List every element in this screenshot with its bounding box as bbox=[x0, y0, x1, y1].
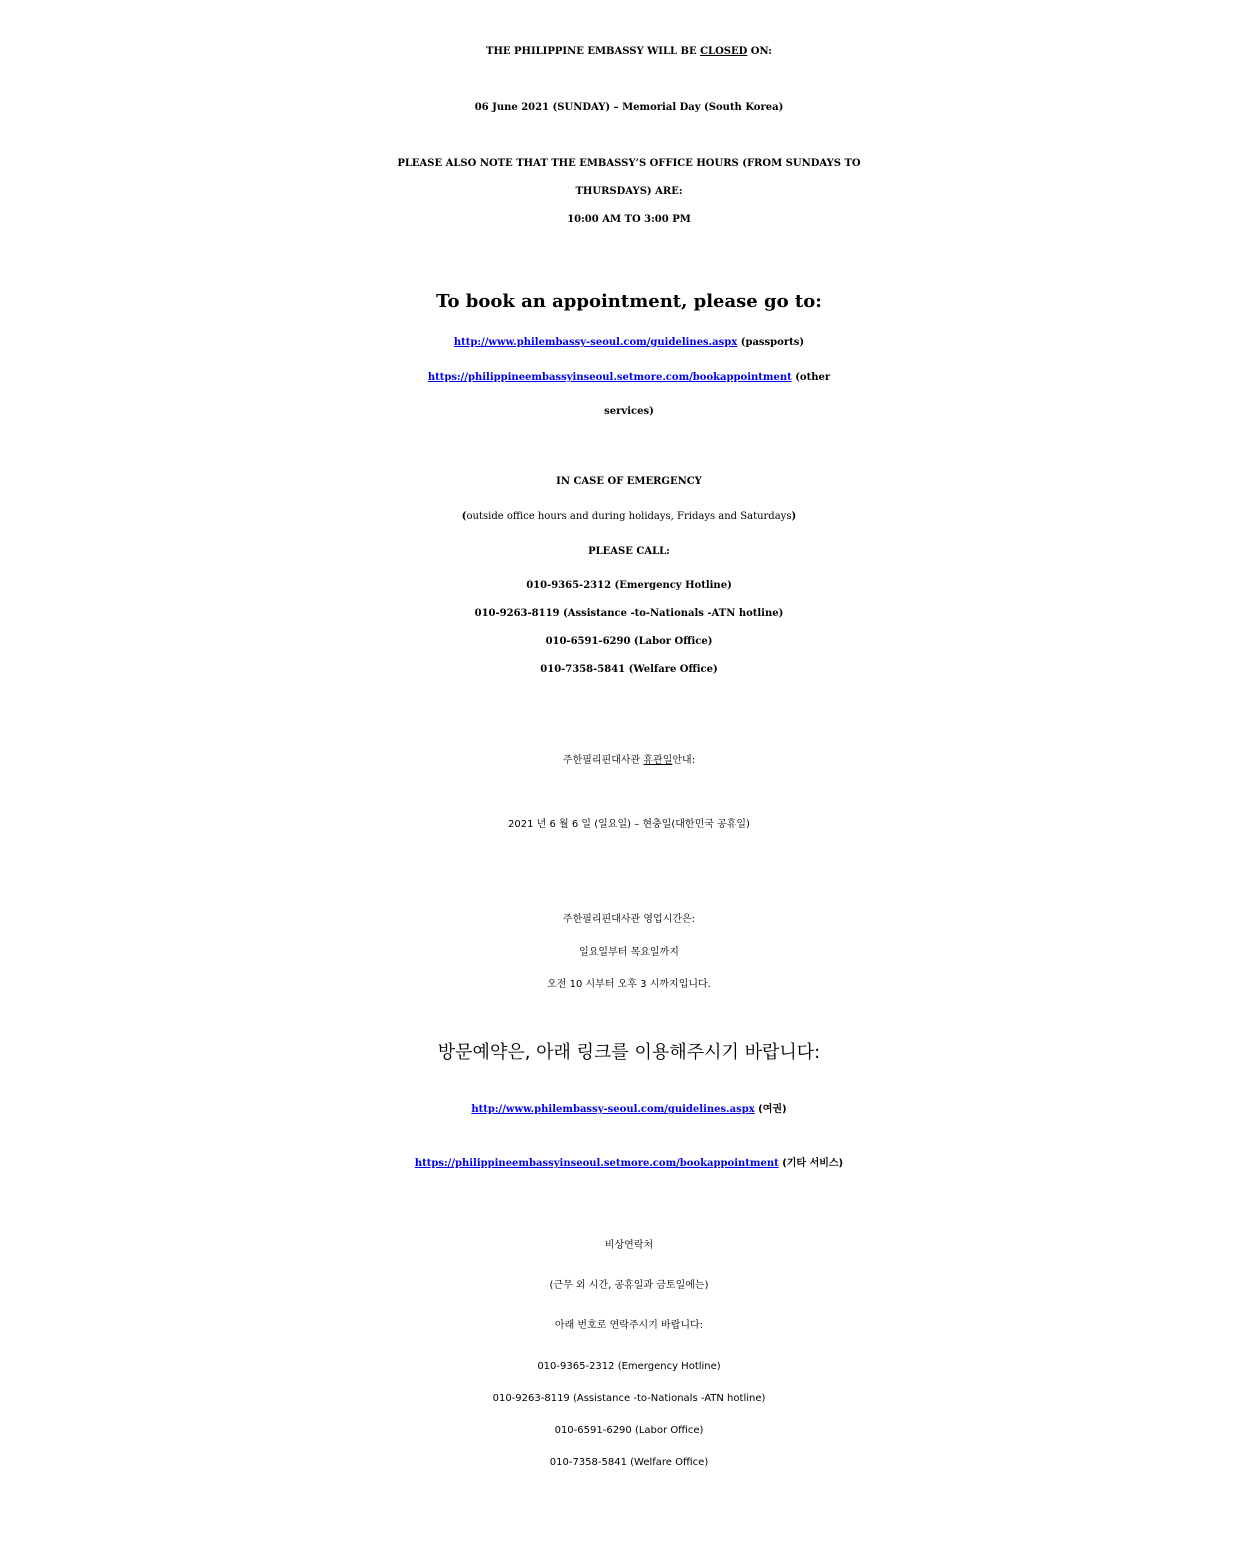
ko-contact-labor-office: 010-6591-6290 (Labor Office) bbox=[554, 1425, 704, 1436]
ko-other-services-line bbox=[0, 1158, 1258, 1170]
closed-prefix: THE PHILIPPINE EMBASSY WILL BE bbox=[486, 46, 701, 57]
contact-emergency-hotline: 010-9365-2312 (Emergency Hotline) bbox=[526, 580, 732, 591]
passport-line bbox=[0, 337, 1258, 349]
contact-atn-hotline: 010-9263-8119 (Assistance -to-Nationals -ATN hotline) bbox=[474, 608, 784, 619]
ko-other-services-link[interactable]: https://philippineembassyinseoul.setmore.com/bookappointment bbox=[414, 1158, 779, 1169]
ko-contact-atn-hotline: 010-9263-8119 (Assistance -to-Nationals -ATN hotline) bbox=[492, 1393, 766, 1404]
ko-closed-word: 휴관일 bbox=[643, 755, 673, 766]
ko-hours-line3: 오전 10 시부터 오후 3 시까지입니다. bbox=[547, 979, 711, 990]
emergency-heading: IN CASE OF EMERGENCY bbox=[556, 476, 702, 487]
contact-labor-office: 010-6591-6290 (Labor Office) bbox=[545, 636, 713, 647]
ko-please-call: 아래 번호로 연락주시기 바랍니다: bbox=[554, 1320, 704, 1331]
closed-word: CLOSED bbox=[700, 46, 748, 57]
emergency-paren-open: ( bbox=[461, 511, 467, 522]
hours-note-line1: PLEASE ALSO NOTE THAT THE EMBASSY’S OFFICE HOURS (FROM SUNDAYS TO bbox=[397, 158, 861, 169]
emergency-paren-close: ) bbox=[791, 511, 797, 522]
holiday-date: 06 June 2021 (SUNDAY) – Memorial Day (South Korea) bbox=[474, 102, 784, 113]
hours-note-line2: THURSDAYS) ARE: bbox=[575, 186, 683, 197]
closed-suffix: ON: bbox=[747, 46, 772, 57]
ko-closed-notice bbox=[0, 755, 1258, 767]
office-hours: 10:00 AM TO 3:00 PM bbox=[567, 214, 691, 225]
passport-label: (passports) bbox=[737, 337, 805, 348]
ko-contact-welfare-office: 010-7358-5841 (Welfare Office) bbox=[549, 1457, 709, 1468]
ko-holiday-date: 2021 년 6 월 6 일 (일요일) – 현충일(대한민국 공휴일) bbox=[508, 819, 750, 830]
closed-notice bbox=[0, 46, 1258, 58]
other-services-link[interactable]: https://philippineembassyinseoul.setmore.com/bookappointment bbox=[427, 372, 792, 383]
ko-passport-label: (여권) bbox=[754, 1104, 787, 1115]
ko-hours-line2: 일요일부터 목요일까지 bbox=[579, 947, 679, 958]
contact-welfare-office: 010-7358-5841 (Welfare Office) bbox=[540, 664, 718, 675]
ko-closed-suffix: 안내: bbox=[672, 755, 696, 766]
other-label-part1: (other bbox=[791, 372, 831, 383]
ko-other-label: (기타 서비스) bbox=[778, 1158, 844, 1169]
ko-hours-line1: 주한필리핀대사관 영업시간은: bbox=[562, 914, 696, 925]
ko-contact-emergency-hotline: 010-9365-2312 (Emergency Hotline) bbox=[537, 1361, 721, 1372]
other-label-part2: services) bbox=[604, 406, 654, 417]
ko-book-heading: 방문예약은, 아래 링크를 이용해주시기 바랍니다: bbox=[437, 1042, 821, 1063]
ko-closed-prefix: 주한필리핀대사관 bbox=[562, 755, 644, 766]
ko-passport-link[interactable]: http://www.philembassy-seoul.com/guidelines.aspx bbox=[471, 1104, 755, 1115]
other-services-line bbox=[0, 372, 1258, 384]
emergency-note bbox=[0, 511, 1258, 523]
emergency-note-text: outside office hours and during holidays, Fridays and Saturdays bbox=[466, 511, 792, 522]
ko-passport-line bbox=[0, 1104, 1258, 1116]
book-heading: To book an appointment, please go to: bbox=[436, 291, 822, 312]
please-call: PLEASE CALL: bbox=[588, 546, 670, 557]
ko-emergency-heading: 비상연락처 bbox=[604, 1240, 654, 1251]
passport-link[interactable]: http://www.philembassy-seoul.com/guidelines.aspx bbox=[453, 337, 738, 348]
ko-emergency-note: (근무 외 시간, 공휴일과 금토일에는) bbox=[549, 1280, 709, 1291]
